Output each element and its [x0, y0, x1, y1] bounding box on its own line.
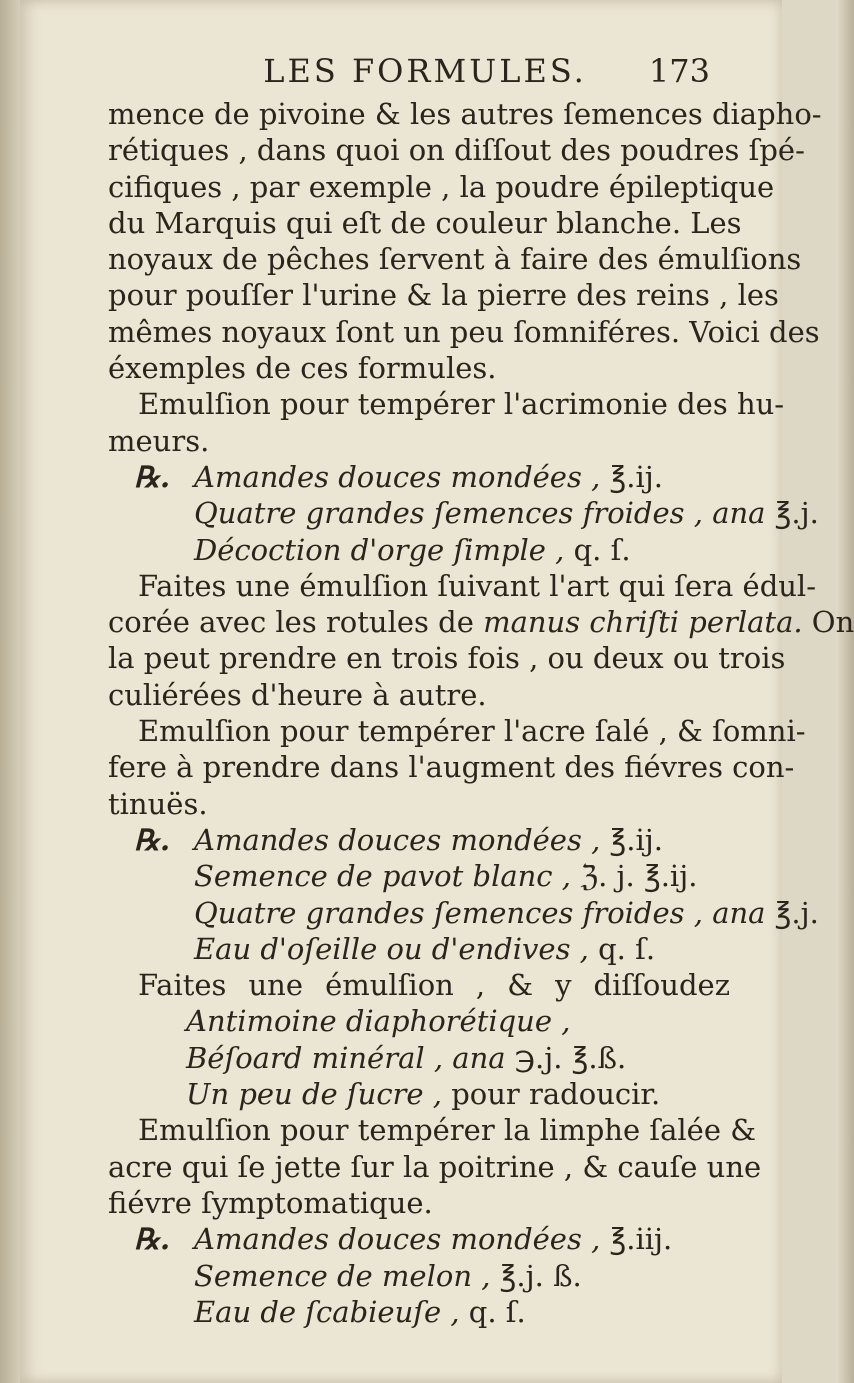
ingredient-name: Amandes douces mondées , [194, 1222, 601, 1257]
ingredient-dose: ℥.j. [765, 496, 819, 531]
running-title: LES FORMULES. [263, 52, 587, 90]
text-line: la peut prendre en trois fois , ou deux ou trois [108, 641, 786, 676]
ingredient-dose: ℥.j. ß. [490, 1258, 582, 1293]
ingredient-dose: ℥.iij. [600, 1222, 673, 1257]
formula-line [108, 495, 819, 531]
ingredient-dose: ℥.j. [765, 895, 819, 930]
ingredient-name: Quatre grandes ſemences froides , ana [194, 496, 766, 531]
page-header [130, 52, 710, 96]
paragraph-start-line: Emulſion pour tempérer l'acrimonie des hu- [138, 387, 785, 422]
ingredient-dose: ℈.j. ℥.ß. [505, 1040, 627, 1075]
text-line: acre qui ſe jette ſur la poitrine , & cauſe une [108, 1149, 762, 1184]
page-number: 173 [648, 52, 710, 90]
recipe-symbol: ℞. [134, 822, 171, 857]
page-gutter-left [0, 0, 20, 1383]
ingredient-name: Semence de pavot blanc , [194, 859, 571, 894]
text-line: fiévre ſymptomatique. [108, 1185, 433, 1220]
formula-line [108, 1221, 730, 1257]
formula-line [108, 1003, 730, 1039]
formula-line [108, 459, 730, 495]
ingredient-name: Semence de melon , [194, 1258, 491, 1293]
formula-line [108, 931, 730, 967]
formula-line [108, 1258, 730, 1294]
text-line: pour pouſſer l'urine & la pierre des reins , les [108, 278, 779, 313]
text-segment: corée avec les rotules de [108, 605, 484, 640]
italic-segment: manus chriſti perlata. [483, 605, 803, 640]
text-line: mêmes noyaux ſont un peu ſomniféres. Voici des [108, 314, 820, 349]
formula-line [108, 895, 819, 931]
formula-line [108, 858, 730, 894]
paragraph-start-line: Emulſion pour tempérer l'acre ſalé , & ſomni- [138, 714, 806, 749]
ingredient-dose: ℥.ij. [600, 459, 663, 494]
text-line: fere à prendre dans l'augment des fiévres con- [108, 750, 795, 785]
formula-line [108, 1294, 730, 1330]
ingredient-dose: q. ſ. [564, 532, 631, 567]
ingredient-name: Amandes douces mondées , [194, 822, 601, 857]
ingredient-name: Quatre grandes ſemences froides , ana [194, 895, 766, 930]
ingredient-dose: ℥.ij. [600, 822, 663, 857]
text-line: meurs. [108, 423, 210, 458]
text-line [108, 604, 854, 640]
recipe-symbol: ℞. [134, 1222, 171, 1257]
paragraph-start-line: Faites une émulſion ſuivant l'art qui ſera édul- [138, 568, 817, 603]
ingredient-name: Antimoine diaphorétique , [186, 1004, 571, 1039]
formula-line [108, 1076, 730, 1112]
ingredient-name: Eau de ſcabieuſe , [194, 1294, 460, 1329]
text-line: tinuës. [108, 786, 208, 821]
text-line: noyaux de pêches ſervent à faire des émulſions [108, 242, 802, 277]
ingredient-name: Béſoard minéral , ana [186, 1040, 506, 1075]
page-edge-right [836, 0, 854, 1383]
formula-line [108, 1040, 730, 1076]
ingredient-name: Eau d'oſeille ou d'endives , [194, 931, 589, 966]
text-segment: On [802, 605, 854, 640]
text-line: cifiques , par exemple , la poudre épileptique [108, 169, 775, 204]
recipe-symbol: ℞. [134, 459, 171, 494]
text-line: mence de pivoine & les autres ſemences diapho- [108, 97, 822, 131]
ingredient-dose: pour radoucir. [442, 1077, 661, 1112]
paragraph-start-line: Emulſion pour tempérer la limphe ſalée & [138, 1113, 757, 1148]
text-line: éxemples de ces formules. [108, 351, 497, 386]
ingredient-dose: ℨ. j. ℥.ij. [571, 859, 698, 894]
text-line: culiérées d'heure à autre. [108, 677, 487, 712]
ingredient-dose: q. ſ. [459, 1294, 526, 1329]
ingredient-name: Un peu de ſucre , [186, 1077, 443, 1112]
text-line: rétiques , dans quoi on diſſout des poudres ſpé- [108, 133, 805, 168]
ingredient-name: Décoction d'orge ſimple , [194, 532, 565, 567]
paragraph-start-line: Faites une émulſion , & y diſſoudez [138, 968, 730, 1003]
formula-line [108, 532, 730, 568]
ingredient-dose: q. ſ. [588, 931, 656, 966]
text-line: du Marquis qui eſt de couleur blanche. Les [108, 205, 742, 240]
formula-line [108, 822, 730, 858]
body-text [108, 96, 854, 1330]
ingredient-name: Amandes douces mondées , [194, 459, 601, 494]
